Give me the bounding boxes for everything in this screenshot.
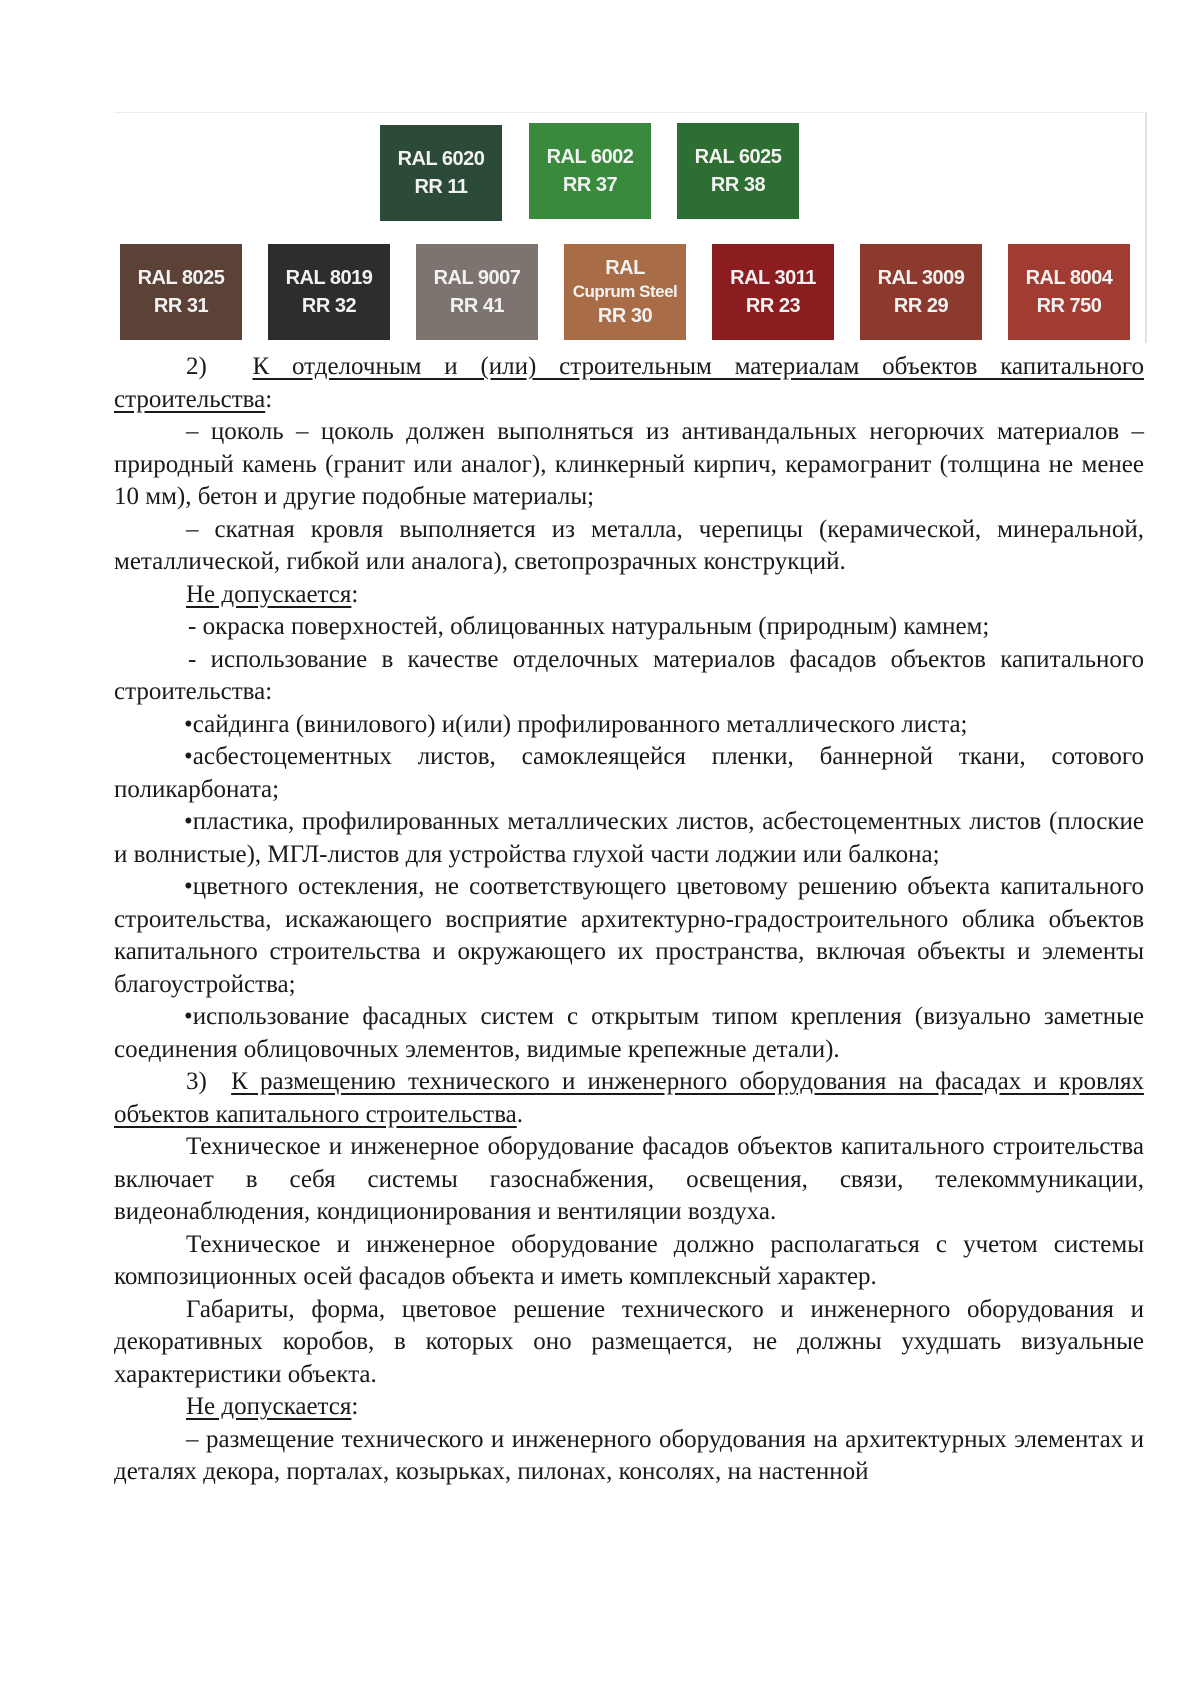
swatch-cuprum-steel (564, 244, 686, 340)
swatch-ral-label: RAL 6020 (397, 148, 485, 170)
swatch-rr-label: RR 37 (562, 174, 618, 196)
swatch-ral-label: RAL 6002 (546, 146, 634, 168)
colon: : (351, 580, 359, 608)
swatch-ral-6020 (380, 125, 502, 221)
swatch-rr-label: RR 32 (301, 295, 357, 317)
swatch-ral-9007 (416, 244, 538, 340)
bullet-plastic: •пластика, профилированных металлических листов, асбестоцементных листов (плоские и волнистые), МГЛ-листов для устройства глухой части лоджии или балкона; (114, 808, 1144, 868)
swatch-ral-label: RAL 8025 (137, 267, 225, 289)
swatch-rr-label: RR 38 (710, 174, 766, 196)
section-title: К отделочным и (или) строительным материалам объектов капитального строительства (114, 353, 1144, 413)
section-number: 2) (186, 353, 207, 380)
swatch-ral-8004 (1008, 244, 1130, 340)
paragraph-dimensions: Габариты, форма, цветовое решение технического и инженерного оборудования и декоративных коробов, в которых оно размещается, не должны ухудшать визуальные характеристики объекта. (114, 1295, 1144, 1388)
color-swatch-panel (114, 112, 1147, 343)
swatch-ral-label: RAL 3011 (730, 267, 816, 289)
swatch-ral-label: RAL 6025 (694, 146, 782, 168)
section-title: К размещению технического и инженерного оборудования на фасадах и кровлях объектов капитального строительства (114, 1068, 1145, 1128)
bullet-glazing: •цветного остекления, не соответствующего цветовому решению объекта капитального строительства, искажающего восприятие архитектурно-градостроительного облика объектов капитального строительства и окружающего их пространства, включая объекты и элементы благоустройства; (114, 873, 1144, 998)
bullet-facade-systems: •использование фасадных систем с открытым типом крепления (визуально заметные соединения облицовочных элементов, видимые крепежные детали). (114, 1003, 1144, 1063)
paragraph-equipment-placement: Техническое и инженерное оборудование должно располагаться с учетом системы композиционных осей фасадов объекта и иметь комплексный характер. (114, 1230, 1144, 1290)
swatch-ral-label: RAL 9007 (433, 267, 521, 289)
swatch-ral-3009 (860, 244, 982, 340)
period: . (516, 1100, 524, 1128)
swatch-ral-6025 (677, 123, 799, 219)
paragraph-equipment-includes: Техническое и инженерное оборудование фасадов объектов капитального строительства включает в себя системы газоснабжения, освещения, связи, телекоммуникации, видеонаблюдения, кондиционирования и вентиляции воздуха. (114, 1133, 1144, 1225)
swatch-ral-label: RAL 8004 (1025, 267, 1113, 289)
swatch-rr-label: RR 23 (745, 295, 801, 317)
swatch-ral-6002 (529, 123, 651, 219)
paragraph-placement-restriction: – размещение технического и инженерного оборудования на архитектурных элементах и деталях декора, порталах, козырьках, пилонах, консолях, на настенной (114, 1425, 1144, 1485)
not-allowed-label: Не допускается (186, 580, 352, 608)
swatch-ral-label: RAL 8019 (285, 267, 373, 289)
colon: : (351, 1393, 359, 1420)
document-body (114, 351, 1144, 1489)
swatch-rr-label: RR 30 (597, 305, 653, 327)
not-allowed-label: Не допускается (186, 1393, 352, 1420)
swatch-rr-label: RR 31 (153, 295, 209, 317)
paragraph-roof: – скатная кровля выполняется из металла, черепицы (керамической, минеральной, металлической, гибкой или аналога), светопрозрачных конструкций. (114, 515, 1144, 575)
swatch-rr-label: RR 11 (414, 176, 468, 198)
section-3-heading (114, 1066, 1144, 1131)
bullet-asbestos: •асбестоцементных листов, самоклеящейся пленки, баннерной ткани, сотового поликарбоната; (114, 743, 1144, 803)
paragraph-painting: - окраска поверхностей, облицованных натуральным (природным) камнем; (188, 613, 990, 640)
paragraph-plinth: – цоколь – цоколь должен выполняться из антивандальных негорючих материалов – природный камень (гранит или аналог), клинкерный кирпич, керамогранит (толщина не менее 10 мм), бетон и другие подобные материалы; (114, 418, 1144, 510)
swatch-ral-3011 (712, 244, 834, 340)
swatch-rr-label: RR 750 (1036, 295, 1102, 317)
swatch-ral-label: RAL 3009 (877, 267, 965, 289)
swatch-ral-8019 (268, 244, 390, 340)
swatch-name-label: Cuprum Steel (572, 282, 678, 301)
swatch-rr-label: RR 41 (449, 295, 505, 317)
bullet-siding: •сайдинга (винилового) и(или) профилированного металлического листа; (184, 710, 968, 738)
section-number: 3) (186, 1068, 207, 1095)
colon: : (265, 385, 273, 413)
not-allowed-heading (114, 579, 1144, 612)
swatch-ral-label: RAL (605, 257, 645, 279)
swatch-rr-label: RR 29 (893, 295, 949, 317)
paragraph-finishing-materials: - использование в качестве отделочных материалов фасадов объектов капитального строительства: (114, 645, 1144, 705)
swatch-ral-8025 (120, 244, 242, 340)
section-2-heading (114, 351, 1144, 416)
not-allowed-heading-2 (114, 1391, 1144, 1424)
